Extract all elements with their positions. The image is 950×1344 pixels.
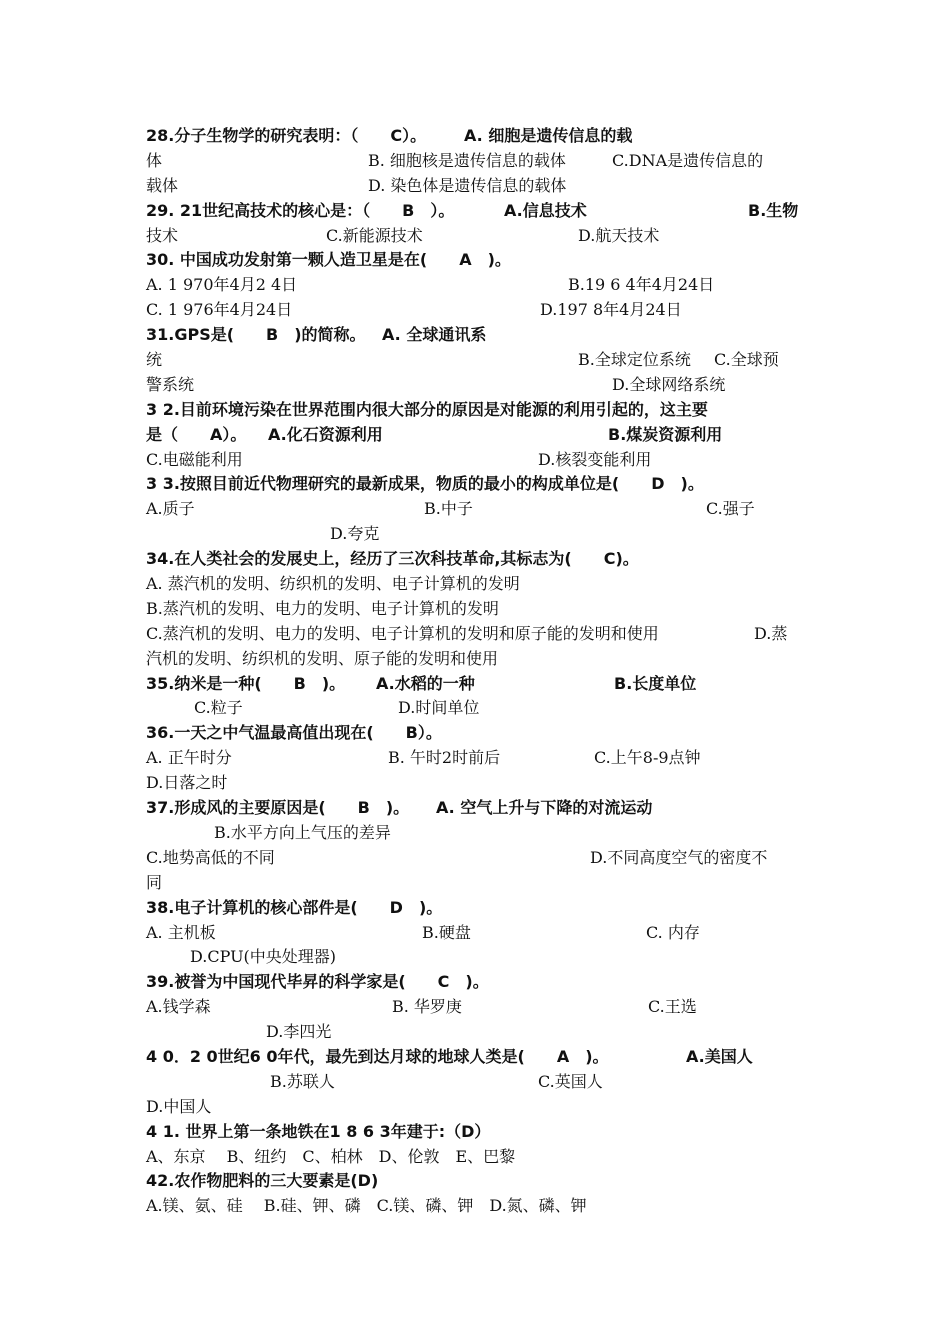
text-segment: 28.分子生物学的研究表明：（ C）。 [146, 126, 427, 145]
text-line [146, 1070, 806, 1095]
text-line [146, 945, 806, 970]
text-segment: B.硬盘 [422, 922, 471, 942]
text-segment: D.不同高度空气的密度不 [590, 847, 768, 867]
text-line [146, 970, 806, 995]
text-segment: D.日落之时 [146, 773, 228, 793]
text-segment: B. 华罗庚 [392, 997, 462, 1017]
text-line [146, 124, 806, 149]
text-segment: 42.农作物肥料的三大要素是(D) [146, 1171, 379, 1191]
text-segment: C.全球预 [714, 350, 779, 370]
text-line [146, 896, 806, 921]
text-segment: B.全球定位系统 [578, 350, 691, 370]
text-segment: C.王选 [648, 997, 697, 1017]
text-segment: A、东京 B、纽约 C、柏林 D、伦敦 E、巴黎 [146, 1146, 516, 1166]
text-segment: C.粒子 [194, 698, 243, 718]
text-line [146, 1045, 806, 1070]
text-segment: 31.GPS是( B )的简称。 [146, 325, 366, 345]
text-segment: 39.被誉为中国现代毕昇的科学家是( C )。 [146, 972, 489, 992]
text-segment: 4 1. 世界上第一条地铁在1 8 6 3年建于:（D） [146, 1121, 491, 1141]
text-line [146, 448, 806, 473]
text-line [146, 522, 806, 547]
text-segment: 34.在人类社会的发展史上，经历了三次科技革命,其标志为( C)。 [146, 549, 639, 569]
text-line [146, 1120, 806, 1145]
text-segment: A.钱学森 [146, 997, 211, 1017]
text-segment: C.蒸汽机的发明、电力的发明、电子计算机的发明和原子能的发明和使用 [146, 623, 659, 643]
text-segment: 载体 [146, 175, 179, 195]
text-line [146, 821, 806, 846]
text-segment: 警系统 [146, 374, 195, 394]
text-line [146, 746, 806, 771]
text-segment: 36.一天之中气温最高值出现在( B）。 [146, 723, 442, 743]
text-segment: D. 染色体是遗传信息的载体 [368, 175, 567, 195]
text-line [146, 1095, 806, 1120]
text-segment: A. 全球通讯系 [382, 325, 487, 345]
text-segment: C.DNA是遗传信息的 [612, 150, 764, 170]
text-segment: A. 正午时分 [146, 748, 232, 768]
text-segment: 同 [146, 872, 163, 892]
text-segment: B.长度单位 [614, 673, 697, 693]
text-segment: 是（ A）。 [146, 424, 247, 444]
text-line [146, 273, 806, 298]
text-line [146, 298, 806, 323]
text-segment: A.化石资源利用 [268, 424, 383, 444]
text-segment: 35.纳米是一种( B )。 [146, 673, 346, 693]
question-list [146, 124, 806, 1219]
text-line [146, 721, 806, 746]
text-line [146, 1020, 806, 1045]
text-segment: D.中国人 [146, 1096, 212, 1116]
text-segment: A. 空气上升与下降的对流运动 [436, 798, 653, 818]
text-segment: C. 内存 [646, 922, 700, 942]
text-segment: D.197 8年4月24日 [540, 300, 682, 320]
text-segment: A. 细胞是遗传信息的载 [464, 126, 633, 145]
text-segment: D.夸克 [330, 524, 380, 544]
text-line [146, 174, 806, 199]
text-segment: B.19 6 4年4月24日 [568, 275, 715, 295]
text-segment: 技术 [146, 225, 179, 245]
text-segment: 3 3.按照目前近代物理研究的最新成果，物质的最小的构成单位是( D )。 [146, 474, 704, 494]
text-segment: D.核裂变能利用 [538, 449, 652, 469]
text-line [146, 672, 806, 697]
text-segment: 30. 中国成功发射第一颗人造卫星是在( A )。 [146, 250, 511, 270]
text-segment: 统 [146, 350, 163, 370]
text-line [146, 995, 806, 1020]
text-line [146, 199, 806, 224]
text-segment: 37.形成风的主要原因是( B )。 [146, 798, 410, 818]
text-segment: A.美国人 [686, 1046, 753, 1066]
text-segment: B.水平方向上气压的差异 [214, 822, 391, 842]
text-line [146, 647, 806, 672]
text-line [146, 771, 806, 796]
text-segment: 29. 21世纪高技术的核心是：（ B ）。 [146, 200, 455, 220]
text-line [146, 323, 806, 348]
text-line [146, 921, 806, 946]
text-segment: D.航天技术 [578, 225, 660, 245]
text-line [146, 696, 806, 721]
text-segment: A.质子 [146, 499, 195, 519]
text-segment: B.生物 [748, 200, 799, 220]
text-segment: C.强子 [706, 499, 755, 519]
text-segment: A.水稻的一种 [376, 673, 475, 693]
text-line [146, 796, 806, 821]
text-segment: B. 细胞核是遗传信息的载体 [368, 150, 566, 170]
text-line [146, 398, 806, 423]
text-segment: B. 午时2时前后 [388, 748, 501, 768]
text-segment: 汽机的发明、纺织机的发明、原子能的发明和使用 [146, 648, 499, 668]
text-segment: A. 1 970年4月2 4日 [146, 275, 298, 295]
text-segment: C.新能源技术 [326, 225, 423, 245]
text-line [146, 149, 806, 174]
text-line [146, 846, 806, 871]
text-segment: A.信息技术 [504, 200, 587, 220]
text-line [146, 1194, 806, 1219]
text-line [146, 547, 806, 572]
text-segment: 3 2.目前环境污染在世界范围内很大部分的原因是对能源的利用引起的，这主要 [146, 399, 708, 419]
text-line [146, 1169, 806, 1194]
text-line [146, 1145, 806, 1170]
text-segment: B.苏联人 [270, 1071, 335, 1091]
text-segment: A. 主机板 [146, 922, 216, 942]
text-line [146, 248, 806, 273]
text-segment: D.李四光 [266, 1022, 332, 1042]
text-line [146, 472, 806, 497]
text-line [146, 871, 806, 896]
text-line [146, 423, 806, 448]
text-segment: A. 蒸汽机的发明、纺织机的发明、电子计算机的发明 [146, 574, 520, 594]
text-segment: C.地势高低的不同 [146, 847, 275, 867]
text-line [146, 572, 806, 597]
text-line [146, 497, 806, 522]
text-segment: C.英国人 [538, 1071, 603, 1091]
text-line [146, 597, 806, 622]
text-line [146, 348, 806, 373]
text-segment: 体 [146, 150, 163, 170]
text-segment: B.蒸汽机的发明、电力的发明、电子计算机的发明 [146, 598, 499, 618]
text-segment: 38.电子计算机的核心部件是( D )。 [146, 897, 443, 917]
text-line [146, 224, 806, 249]
text-segment: D.全球网络系统 [612, 374, 726, 394]
text-segment: A.镁、氨、硅 B.硅、钾、磷 C.镁、磷、钾 D.氮、磷、钾 [146, 1196, 587, 1216]
text-segment: D.时间单位 [398, 698, 480, 718]
text-segment: C.电磁能利用 [146, 449, 243, 469]
text-segment: 4 0．2 0世纪6 0年代，最先到达月球的地球人类是( A )。 [146, 1046, 609, 1066]
text-segment: C. 1 976年4月24日 [146, 300, 293, 320]
text-line [146, 373, 806, 398]
text-segment: D.蒸 [754, 623, 788, 643]
text-segment: B.中子 [424, 499, 473, 519]
text-segment: C.上午8-9点钟 [594, 748, 701, 768]
text-line [146, 622, 806, 647]
text-segment: D.CPU(中央处理器) [190, 947, 337, 967]
text-segment: B.煤炭资源利用 [608, 424, 723, 444]
